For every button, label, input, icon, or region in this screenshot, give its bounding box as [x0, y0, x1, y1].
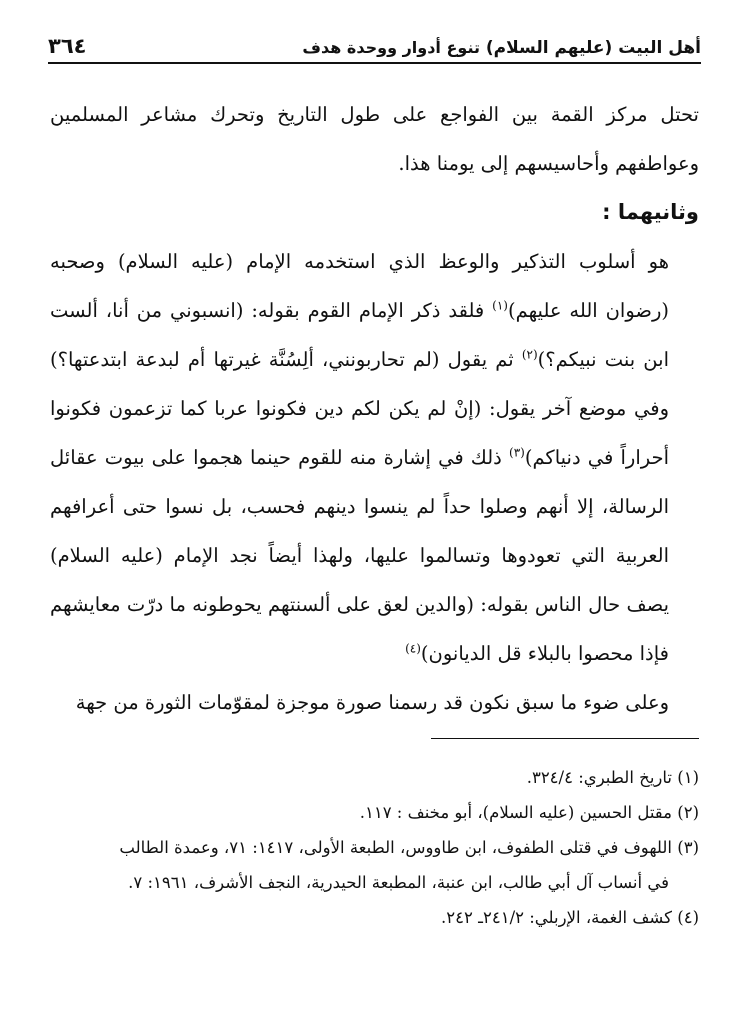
- footnotes: [50, 760, 699, 935]
- paragraph-2-text-a: هو أسلوب التذكير والوعظ الذي استخدمه الإمام (عليه السلام) وصحبه (رضوان الله عليهم): [50, 250, 669, 322]
- footnote-2: (٢) مقتل الحسين (عليه السلام)، أبو مخنف : ١١٧.: [359, 803, 699, 822]
- paragraph-2-text-d: ذلك في إشارة منه للقوم حينما هجموا على بيوت عقائل الرسالة، إلا أنهم وصلوا حداً لم ينسوا دينهم فحسب، بل نسوا حتى أعرافهم العربية التي تعودوها وتسالموا عليها، ولهذا أيضاً نجد الإمام (عليه السلام) يصف حال الناس بقوله: (والدين لعق على ألسنتهم يحوطونه ما درّت معايشهم فإذا محصوا بالبلاء قل الديانون): [50, 446, 669, 665]
- footnote-ref-3: (٣): [509, 445, 525, 460]
- header-divider: [48, 62, 701, 64]
- book-subtitle: تنوع أدوار ووحدة هدف: [302, 38, 480, 57]
- paragraph-3: وعلى ضوء ما سبق نكون قد رسمنا صورة موجزة لمقوّمات الثورة من جهة: [75, 691, 669, 714]
- header-title: [302, 38, 701, 58]
- footnote-ref-1: (١): [492, 298, 508, 313]
- section-heading: وثانيهما :: [602, 200, 699, 224]
- footnote-1: (١) تاريخ الطبري: ٣٢٤/٤.: [526, 768, 699, 787]
- paragraph-2-text-b: فلقد ذكر الإمام القوم بقوله: (انسبوني من أنا، ألست ابن بنت نبيكم؟): [50, 299, 669, 371]
- page-number: ٣٦٤: [48, 34, 87, 58]
- running-header: [48, 28, 701, 58]
- footnote-ref-2: (٢): [521, 347, 538, 362]
- footnote-3-continued: في أنساب آل أبي طالب، ابن عنبة، المطبعة الحيدرية، النجف الأشرف، ١٩٦١: ٧.: [128, 873, 669, 892]
- footnote-divider: [431, 738, 699, 739]
- footnote-4: (٤) كشف الغمة، الإربلي: ٢٤١/٢ـ ٢٤٢.: [441, 908, 699, 927]
- footnote-3: (٣) اللهوف في قتلى الطفوف، ابن طاووس، الطبعة الأولى، ١٤١٧: ٧١، وعمدة الطالب: [119, 838, 699, 857]
- footnote-ref-4: (٤): [405, 641, 421, 656]
- book-title: أهل البيت (عليهم السلام): [485, 38, 701, 58]
- paragraph-2: [50, 237, 699, 678]
- main-text: [50, 90, 699, 727]
- paragraph-2-text-c: ثم يقول (لم تحاربونني، ألِسُنَّة غيرتها أم لبدعة ابتدعتها؟) وفي موضع آخر يقول: (إنْ لم يكن لكم دين فكونوا عربا كما تزعمون فكونوا أحراراً في دنياكم): [50, 348, 669, 469]
- paragraph-1: تحتل مركز القمة بين الفواجع على طول التاريخ وتحرك مشاعر المسلمين وعواطفهم وأحاسيسهم إلى يومنا هذا.: [50, 103, 699, 175]
